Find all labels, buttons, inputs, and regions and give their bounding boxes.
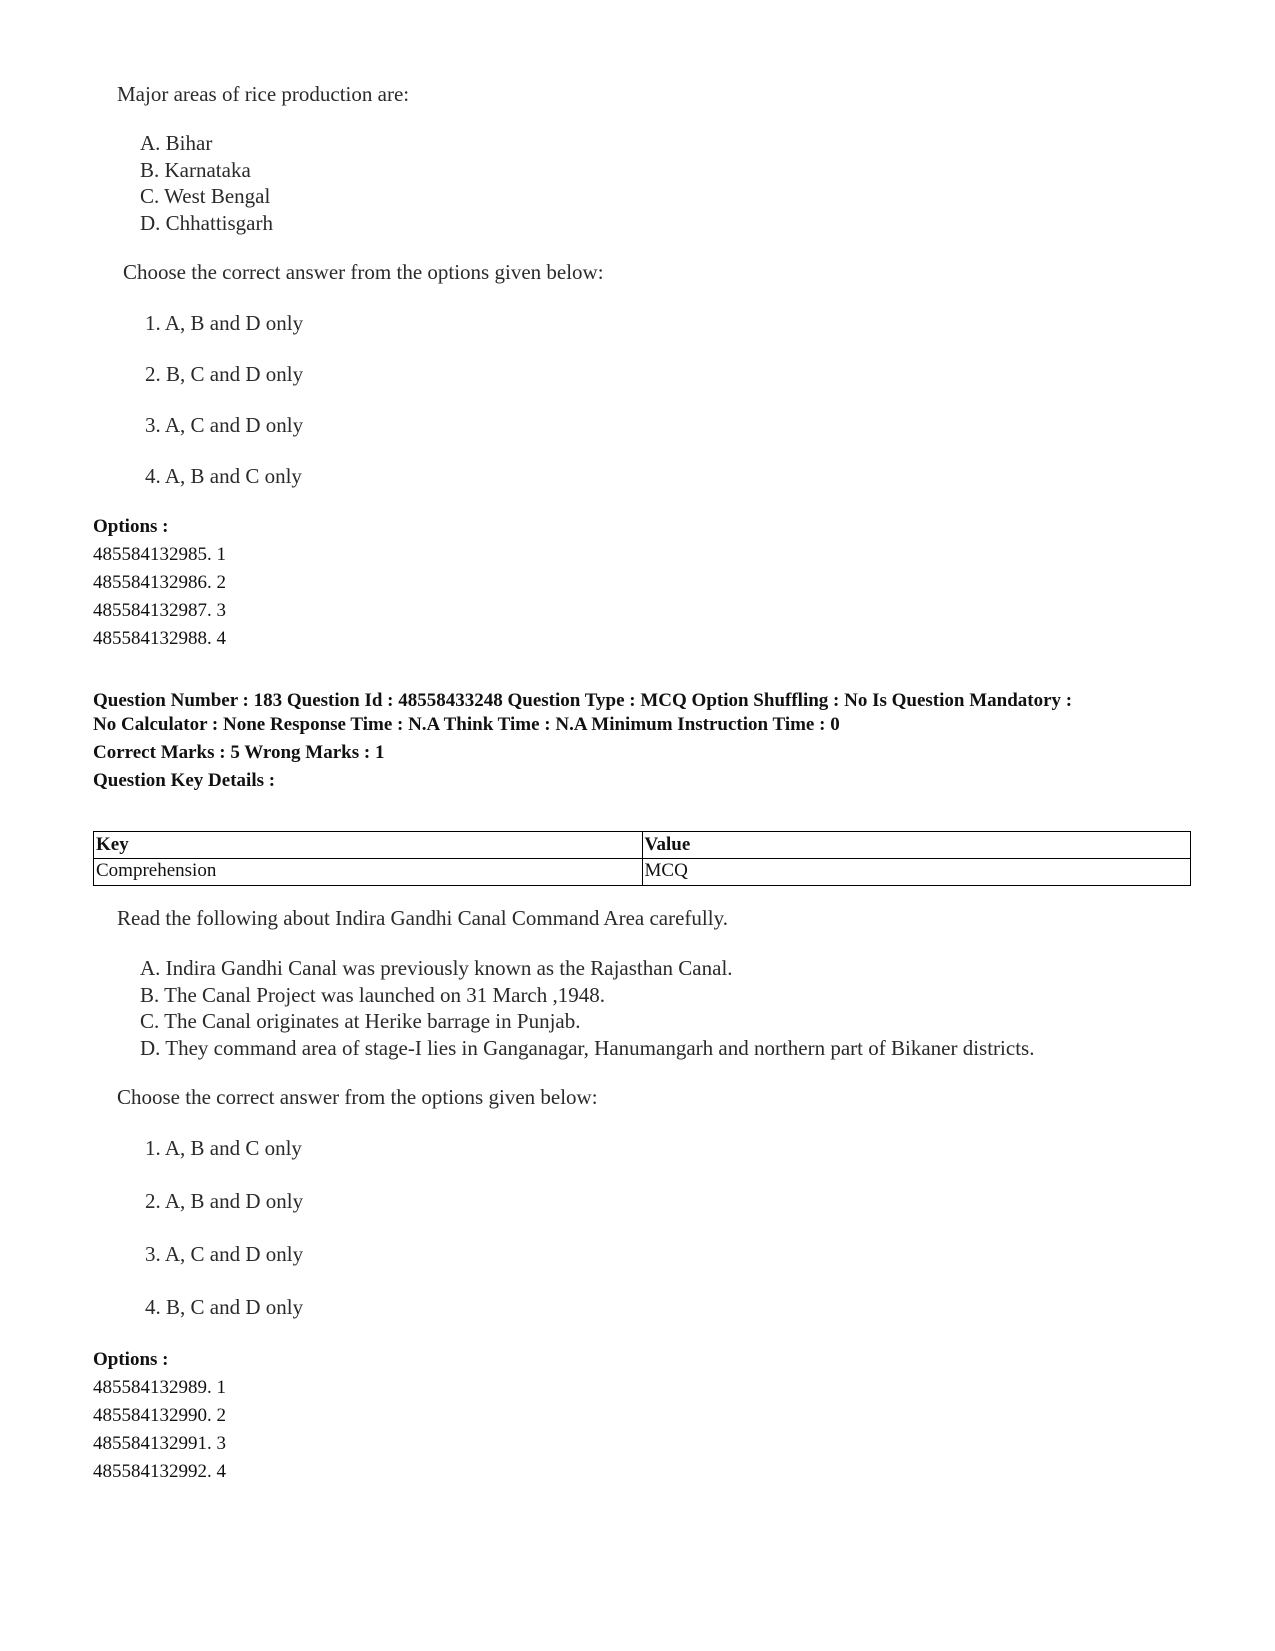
q183-key-table xyxy=(93,831,1191,886)
value-header: Value xyxy=(642,832,1191,859)
q183-option-3: 485584132991. 3 xyxy=(93,1433,226,1454)
q182-option-2: 485584132986. 2 xyxy=(93,572,226,593)
q183-statement-d: D. They command area of stage-I lies in Ganganagar, Hanumangarh and northern part of Bikaner districts. xyxy=(140,1036,1035,1060)
q182-statement-a: A. Bihar xyxy=(140,131,213,155)
q182-statement-c: C. West Bengal xyxy=(140,184,271,208)
q182-option-1: 485584132985. 1 xyxy=(93,544,226,565)
q182-choice-3: 3. A, C and D only xyxy=(145,413,304,437)
q182-statement-d: D. Chhattisgarh xyxy=(140,211,273,235)
q183-meta-line-2: No Calculator : None Response Time : N.A Think Time : N.A Minimum Instruction Time : 0 xyxy=(93,714,840,735)
q183-choice-3: 3. A, C and D only xyxy=(145,1242,304,1266)
value-cell: MCQ xyxy=(642,859,1191,886)
q183-statement-a: A. Indira Gandhi Canal was previously known as the Rajasthan Canal. xyxy=(140,956,733,980)
q183-choice-1: 1. A, B and C only xyxy=(145,1136,302,1160)
table-row xyxy=(94,859,1191,886)
key-header: Key xyxy=(94,832,643,859)
q183-statement-b: B. The Canal Project was launched on 31 March ,1948. xyxy=(140,983,606,1007)
q183-option-2: 485584132990. 2 xyxy=(93,1405,226,1426)
q183-option-4: 485584132992. 4 xyxy=(93,1461,226,1482)
key-cell: Comprehension xyxy=(94,859,643,886)
q183-option-1: 485584132989. 1 xyxy=(93,1377,226,1398)
key-table-header-row xyxy=(94,832,1191,859)
q182-option-4: 485584132988. 4 xyxy=(93,628,226,649)
q182-options-label: Options : xyxy=(93,516,169,537)
q183-meta-line-1: Question Number : 183 Question Id : 48558433248 Question Type : MCQ Option Shuffling : No Is Question Mandatory : xyxy=(93,690,1073,711)
q183-stem: Read the following about Indira Gandhi Canal Command Area carefully. xyxy=(117,906,728,930)
q182-instruction: Choose the correct answer from the options given below: xyxy=(123,260,604,284)
q183-marks: Correct Marks : 5 Wrong Marks : 1 xyxy=(93,742,385,763)
q183-options-label: Options : xyxy=(93,1349,169,1370)
q182-stem: Major areas of rice production are: xyxy=(117,82,410,106)
q182-statement-b: B. Karnataka xyxy=(140,158,251,182)
q182-choice-1: 1. A, B and D only xyxy=(145,311,304,335)
q183-choice-2: 2. A, B and D only xyxy=(145,1189,304,1213)
q183-key-details-label: Question Key Details : xyxy=(93,770,276,791)
q183-instruction: Choose the correct answer from the options given below: xyxy=(117,1085,598,1109)
q182-choice-4: 4. A, B and C only xyxy=(145,464,302,488)
q182-option-3: 485584132987. 3 xyxy=(93,600,226,621)
q183-choice-4: 4. B, C and D only xyxy=(145,1295,304,1319)
q183-statement-c: C. The Canal originates at Herike barrage in Punjab. xyxy=(140,1009,581,1033)
q182-choice-2: 2. B, C and D only xyxy=(145,362,304,386)
